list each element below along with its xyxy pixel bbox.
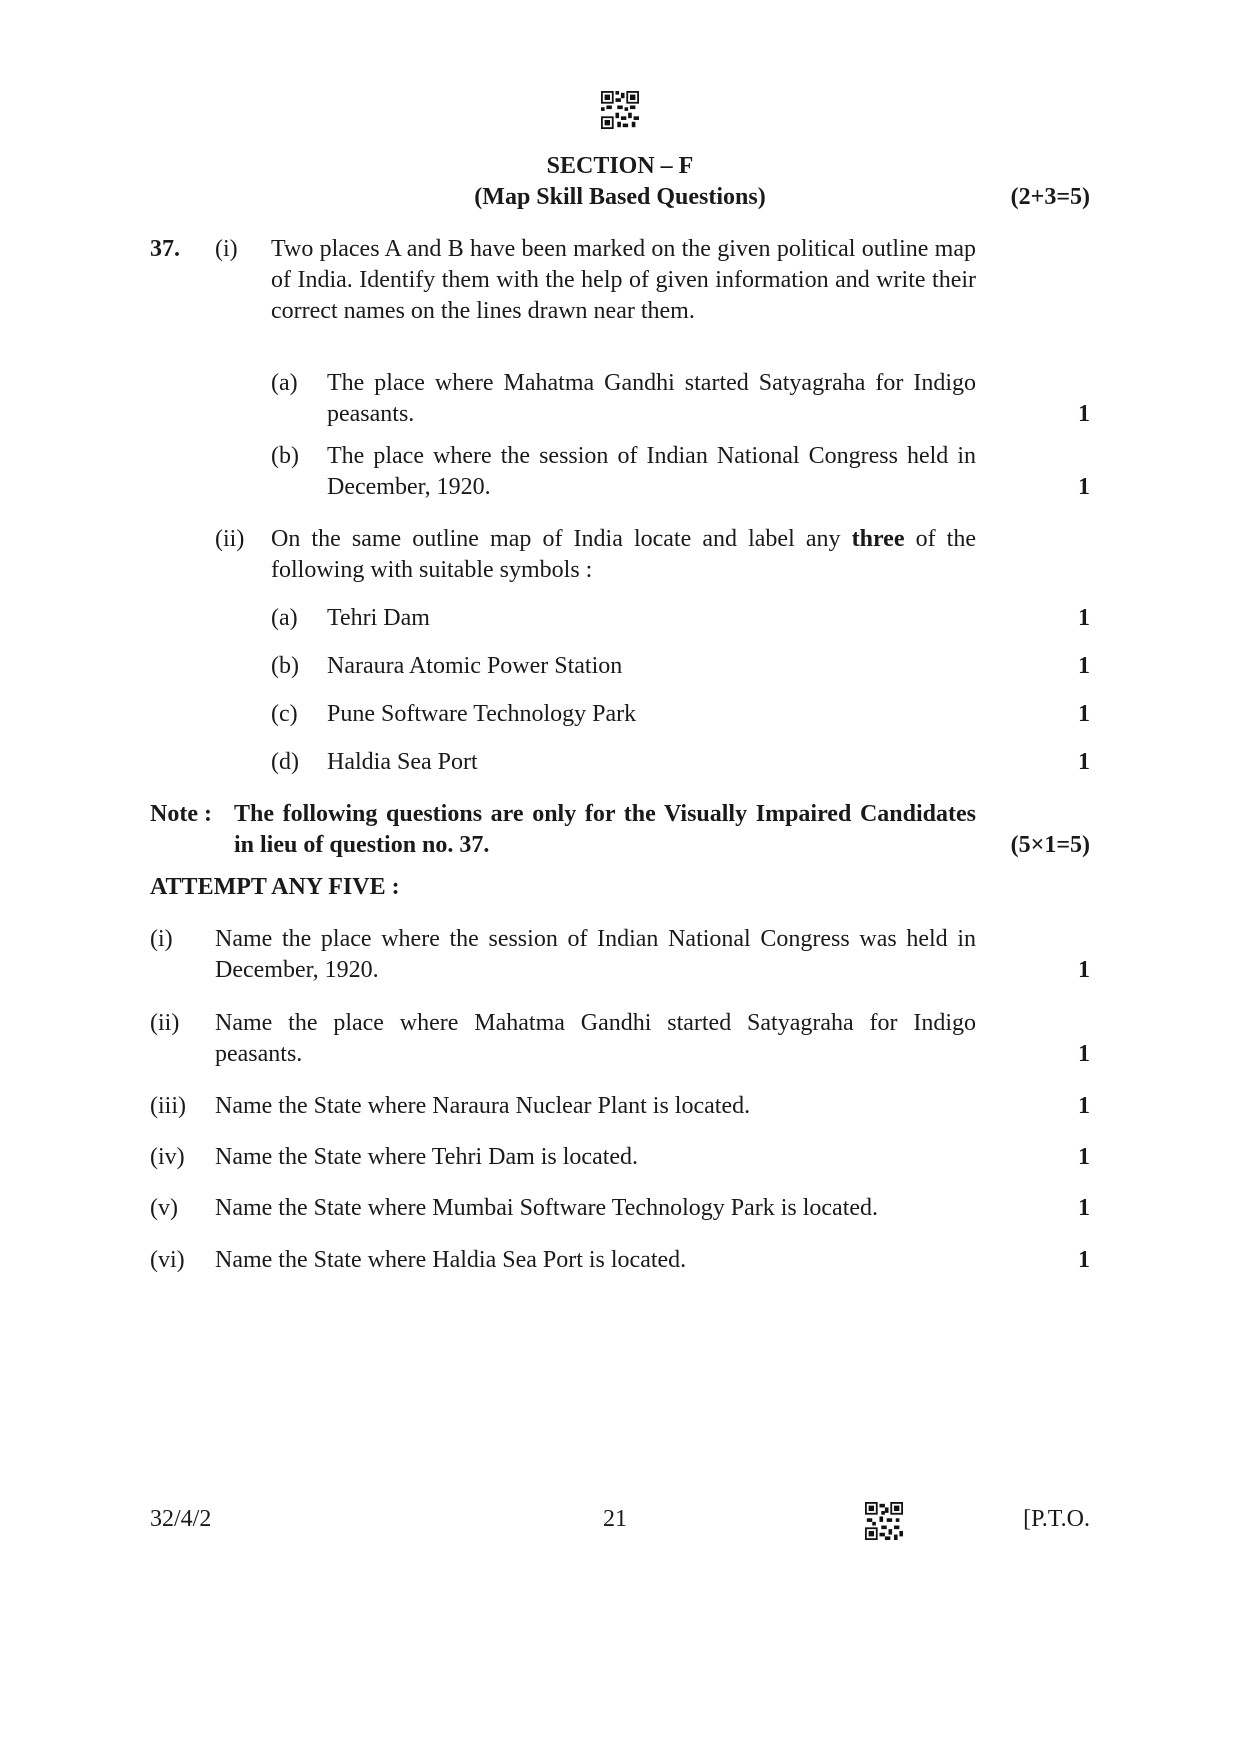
- vi-question-label: (i): [150, 926, 173, 952]
- section-marks: (2+3=5): [1010, 184, 1090, 210]
- vi-question-text: Name the place where the session of Indian National Congress was held in December, 1920.: [215, 926, 976, 983]
- question-number: 37.: [150, 236, 180, 262]
- vi-question-text: Name the State where Mumbai Software Technology Park is located.: [215, 1195, 879, 1221]
- item-mark: 1: [1078, 653, 1090, 679]
- note-label: Note :: [150, 801, 212, 827]
- vi-question-mark: 1: [1078, 1195, 1090, 1221]
- vi-question-mark: 1: [1078, 1041, 1090, 1067]
- section-subtitle: (Map Skill Based Questions): [474, 184, 766, 210]
- item-text: Naraura Atomic Power Station: [327, 653, 623, 679]
- vi-question-mark: 1: [1078, 1247, 1090, 1273]
- vi-question-label: (iii): [150, 1093, 186, 1119]
- vi-question-label: (vi): [150, 1247, 185, 1273]
- item-label: (a): [271, 370, 298, 396]
- item-text: Pune Software Technology Park: [327, 701, 637, 727]
- attempt-heading: ATTEMPT ANY FIVE :: [150, 874, 400, 900]
- note-marks: (5×1=5): [1010, 832, 1090, 858]
- part-text: Two places A and B have been marked on the given political outline map of India. Identify them with the help of given information and write their correct names on the lines drawn near them.: [271, 236, 976, 324]
- item-label: (a): [271, 605, 298, 631]
- qr-code-icon: [865, 1502, 903, 1540]
- vi-question-text: Name the State where Tehri Dam is located.: [215, 1144, 639, 1170]
- note-text: The following questions are only for the Visually Impaired Candidates in lieu of question no. 37.: [234, 801, 976, 858]
- vi-question-text: Name the State where Haldia Sea Port is located.: [215, 1247, 687, 1273]
- item-mark: 1: [1078, 749, 1090, 775]
- item-text: The place where the session of Indian National Congress held in December, 1920.: [327, 443, 976, 500]
- part-text-bold: three: [851, 526, 905, 552]
- item-text: The place where Mahatma Gandhi started Satyagraha for Indigo peasants.: [327, 370, 976, 427]
- vi-question-text: Name the place where Mahatma Gandhi started Satyagraha for Indigo peasants.: [215, 1010, 976, 1067]
- part-text-start: On the same outline map of India locate and label any: [271, 526, 852, 552]
- item-mark: 1: [1078, 605, 1090, 631]
- vi-question-label: (ii): [150, 1010, 180, 1036]
- part-label: (ii): [215, 526, 245, 552]
- item-label: (c): [271, 701, 298, 727]
- section-title: SECTION – F: [546, 153, 694, 179]
- vi-question-mark: 1: [1078, 1144, 1090, 1170]
- vi-question-label: (v): [150, 1195, 178, 1221]
- item-label: (d): [271, 749, 299, 775]
- item-text: Tehri Dam: [327, 605, 430, 631]
- paper-code: 32/4/2: [150, 1506, 212, 1532]
- vi-question-mark: 1: [1078, 957, 1090, 983]
- item-label: (b): [271, 653, 299, 679]
- vi-question-mark: 1: [1078, 1093, 1090, 1119]
- part-text: [271, 524, 976, 586]
- page-number: 21: [603, 1506, 627, 1532]
- part-label: (i): [215, 236, 238, 262]
- item-mark: 1: [1078, 401, 1090, 427]
- vi-question-text: Name the State where Naraura Nuclear Plant is located.: [215, 1093, 751, 1119]
- vi-question-label: (iv): [150, 1144, 185, 1170]
- qr-code-icon: [601, 91, 639, 129]
- pto-label: [P.T.O.: [1023, 1506, 1090, 1532]
- item-mark: 1: [1078, 701, 1090, 727]
- part-text-end: of the following with suitable symbols :: [271, 526, 977, 583]
- item-label: (b): [271, 443, 299, 469]
- item-text: Haldia Sea Port: [327, 749, 478, 775]
- item-mark: 1: [1078, 474, 1090, 500]
